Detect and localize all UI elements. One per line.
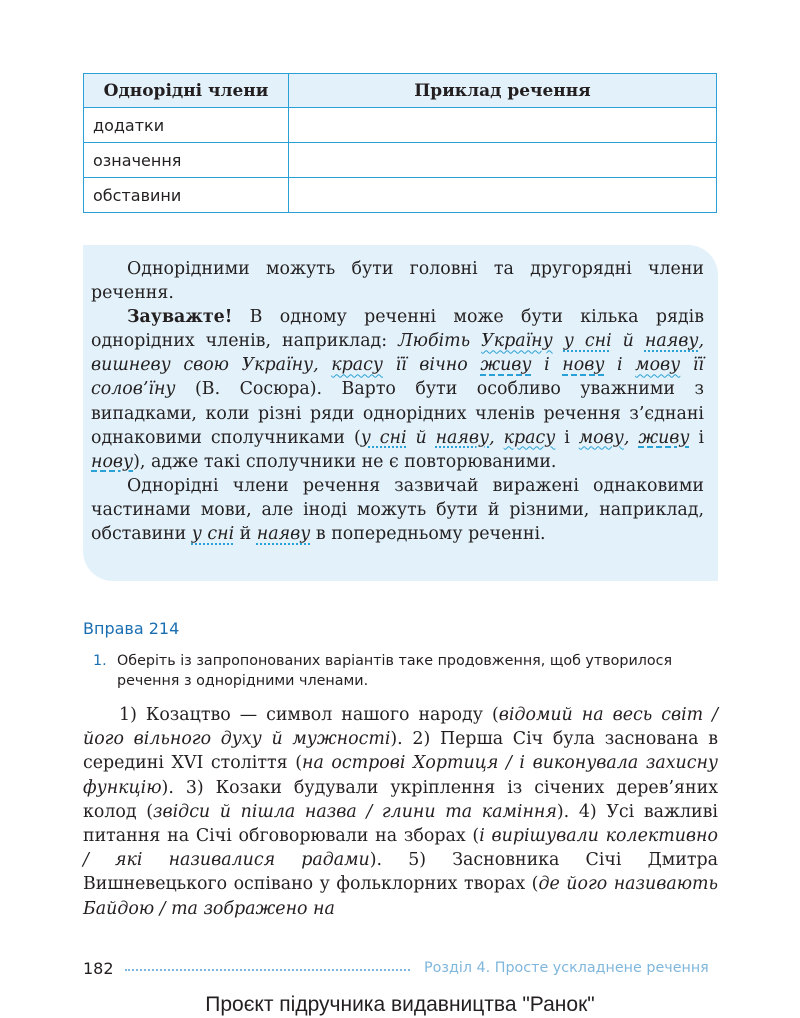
rule-paragraph-1: Однорідними можуть бути головні та другорядні члени речення.: [91, 259, 704, 304]
rule-box: [83, 245, 718, 581]
publisher-caption: Проєкт підручника видавництва "Ранок": [205, 993, 595, 1016]
task-number: 1.: [93, 653, 107, 669]
table-cell-empty: [289, 108, 717, 143]
table-header-members: Однорідні члени: [84, 74, 289, 108]
exercise-task: [93, 651, 718, 691]
table-row-label: означення: [84, 143, 289, 178]
rule-paragraph-3: Однорідні члени речення зазвичай виражені однаковими частинами мови, але іноді можуть бути й різними, наприклад, обставини у сні й наяву в попередньому реченні.: [91, 475, 704, 545]
homogeneous-members-table: [83, 73, 717, 213]
task-text: Оберіть із запропонованих варіантів таке продовження, щоб утворилося речення з однорідними членами.: [117, 653, 673, 689]
table-row-label: додатки: [84, 108, 289, 143]
exercise-text: 1) Козацтво — символ нашого народу (відомий на весь світ / його вільного духу й мужності). 2) Перша Січ була заснована в середині XVI століття (на острові Хортиця / і виконувала захисну функцію). 3) Козаки будували укріплення із січених дерев’яних колод (звідси й пішла назва / глини та каміння). 4) Усі важливі питання на Січі обговорювали на зборах (і вирішували колективно / які називалися радами). 5) Засновника Січі Дмитра Вишневецького оспівано у фольклорних творах (де його називають Байдою / та зображено на: [83, 705, 719, 919]
page-number: 182: [83, 959, 114, 978]
attention-label: Зауважте!: [127, 307, 233, 328]
table-cell-empty: [289, 143, 717, 178]
table-header-example: Приклад речення: [289, 74, 717, 108]
chapter-title: Розділ 4. Просте ускладнене речення: [424, 960, 709, 976]
table-row-label: обставини: [84, 178, 289, 213]
exercise-title: Вправа 214: [83, 619, 180, 638]
rule-paragraph-2: Зауважте! В одному реченні може бути кілька рядів однорідних членів, наприклад: Любіть Україну у сні й наяву, вишневу свою Україну, красу її вічно живу і нову і мову її солов’їну (В. Сосюра). Варто бути особливо уважними з випадками, коли різні ряди однорідних членів речення з’єднані однаковими сполучниками (у сні й наяву, красу і мову, живу і нову), адже такі сполучники не є повторюваними.: [91, 307, 705, 472]
example-quote: Любіть Україну у сні й наяву, вишневу свою Україну, красу її вічно живу і нову і мову її солов’їну: [91, 331, 704, 400]
table-cell-empty: [289, 178, 717, 213]
footer-dotted-divider: [125, 969, 410, 971]
